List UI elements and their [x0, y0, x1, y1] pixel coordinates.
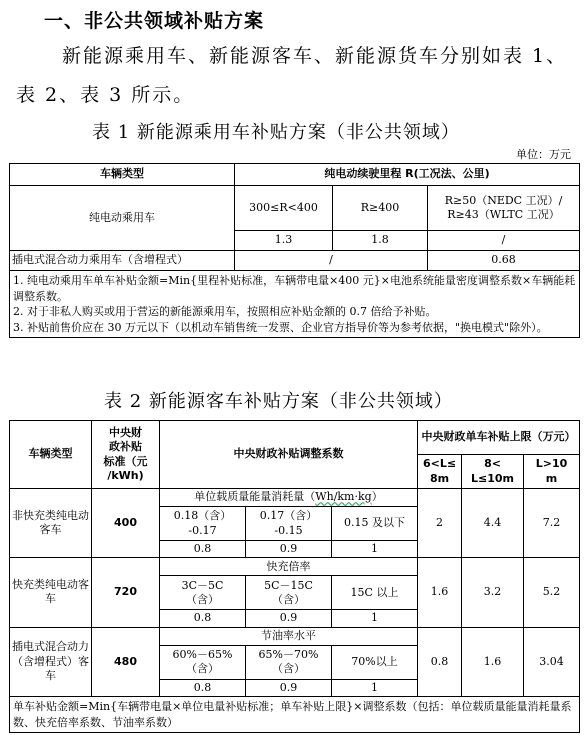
table1-phev-label: 插电式混合动力乘用车（含增程式）	[10, 251, 235, 271]
table2-len-col-line: 8m	[429, 471, 450, 485]
table2-len-col-2	[462, 455, 524, 489]
coef-title-unit: Wh/km·kg	[315, 490, 372, 504]
coef-col-line: （含）	[186, 662, 219, 676]
table2-caption: 表 2 新能源客车补贴方案（非公共领域）	[104, 391, 453, 412]
table2-footnote: 单车补贴金额=Min{车辆带电量×单位电量补贴标准；单车补贴上限}×调整系数（包括：单位载质量能量消耗量系数、快充倍率系数、节油率系数）	[10, 696, 580, 732]
coef-col-line: -0.17	[188, 523, 217, 537]
coef-col-line: -0.15	[274, 523, 303, 537]
table2-header-standard-line: 政补贴	[109, 440, 142, 454]
table2-len-col-line: L>10	[535, 457, 568, 471]
table2-row1-coef-col-1	[160, 507, 246, 541]
table1-notes	[10, 271, 580, 338]
table1-caption: 表 1 新能源乘用车补贴方案（非公共领域）	[92, 122, 460, 143]
table2-row2-coef-value-3: 1	[332, 610, 418, 627]
table2-row2-coef-value-1: 0.8	[160, 610, 246, 627]
table2-row3-coef-value-1: 0.8	[160, 679, 246, 696]
table1-header-range: 纯电动续驶里程 R(工况法、公里)	[235, 164, 580, 186]
table2-row1-coef-title	[160, 489, 418, 507]
table2-row2-cap-3: 5.2	[524, 558, 580, 627]
table2-row3-coef-col-1	[160, 645, 246, 679]
table2-row3-type: 插电式混合动力（含增程式）客车	[10, 627, 92, 696]
table2-header-standard-line: /kWh)	[107, 468, 144, 482]
table2-len-col-3	[524, 455, 580, 489]
table1-range-col-3-line-2: R≥43（WLTC 工况）	[447, 208, 560, 221]
table1-range-col-3	[428, 186, 580, 231]
intro-paragraph-line-1: 新能源乘用车、新能源客车、新能源货车分别如表 1、	[62, 45, 568, 67]
table2-row2-cap-2: 3.2	[462, 558, 524, 627]
table1-header-type: 车辆类型	[10, 164, 235, 186]
table2-row1-coef-value-1: 0.8	[160, 541, 246, 558]
table1-phev-value-2: 0.68	[428, 251, 580, 271]
table2-header-cap: 中央财政单车补贴上限（万元）	[418, 421, 580, 455]
table2-row1-coef-value-2: 0.9	[246, 541, 332, 558]
table2-row2-coef-col-3: 15C 以上	[332, 576, 418, 610]
table2-len-col-1	[418, 455, 462, 489]
coef-col-line: 0.17（含）	[259, 509, 318, 523]
table2-row1-cap-1: 2	[418, 489, 462, 558]
table2-row1-coef-col-3: 0.15 及以下	[332, 507, 418, 541]
section-heading: 一、非公共领域补贴方案	[44, 10, 265, 32]
table2-header-standard-line: 中央财	[109, 425, 142, 439]
table2-row1-coef-value-3: 1	[332, 541, 418, 558]
table2-row2-coef-title: 快充倍率	[160, 558, 418, 576]
table1-phev-value-1: /	[235, 251, 428, 271]
table2-row2-coef-value-2: 0.9	[246, 610, 332, 627]
table2-row1-type: 非快充类纯电动客车	[10, 489, 92, 558]
table2-row2-coef-col-2	[246, 576, 332, 610]
coef-col-line: （含）	[186, 592, 219, 606]
table2-header-type: 车辆类型	[10, 421, 92, 489]
table2-row2-standard: 720	[92, 558, 160, 627]
table2-len-col-line: 8<	[484, 457, 501, 471]
table2-row1-cap-2: 4.4	[462, 489, 524, 558]
table2-header-standard-line: 标准（元	[103, 454, 148, 468]
table2-row2-cap-1: 1.6	[418, 558, 462, 627]
table2-len-col-line: L≤10m	[471, 471, 515, 485]
coef-title-text: 单位载质量能量消耗量（	[194, 490, 316, 504]
table2-row1-coef-col-2	[246, 507, 332, 541]
table1-range-col-2: R≥400	[333, 186, 428, 231]
table1-bev-value-3: /	[428, 231, 580, 251]
table1-unit: 单位：万元	[516, 148, 571, 161]
table2-len-col-line: 6<L≤	[422, 457, 457, 471]
table2-row3-coef-col-2	[246, 645, 332, 679]
table2-row2-coef-col-1	[160, 576, 246, 610]
coef-col-line: 65%－70%	[258, 647, 319, 661]
table2-row3-coef-col-3: 70%以上	[332, 645, 418, 679]
table1-bev-label: 纯电动乘用车	[10, 186, 235, 251]
table2-row1-cap-3: 7.2	[524, 489, 580, 558]
table2-len-col-line: m	[545, 471, 558, 485]
table2-row3-standard: 480	[92, 627, 160, 696]
table2-row2-type: 快充类纯电动客车	[10, 558, 92, 627]
coef-title-text: ）	[371, 490, 383, 504]
table1-note-1: 1. 纯电动乘用车单车补贴金额=Min{里程补贴标准，车辆带电量×400 元}×电池系统能量密度调整系数×车辆能耗调整系数。	[13, 274, 576, 303]
coef-col-line: （含）	[272, 592, 305, 606]
table2-header-coef: 中央财政补贴调整系数	[160, 421, 418, 489]
table2-row3-coef-value-2: 0.9	[246, 679, 332, 696]
table2-row3-cap-1: 0.8	[418, 627, 462, 696]
table1-note-2: 2. 对于非私人购买或用于营运的新能源乘用车，按照相应补贴金额的 0.7 倍给予补贴。	[13, 305, 437, 319]
table1-note-3: 3. 补贴前售价应在 30 万元以下（以机动车销售统一发票、企业官方指导价等为参考依据，"换电模式"除外）。	[13, 320, 548, 334]
table2	[9, 420, 580, 733]
table2-row3-cap-3: 3.04	[524, 627, 580, 696]
table1-bev-value-1: 1.3	[235, 231, 333, 251]
table1-range-col-1: 300≤R<400	[235, 186, 333, 231]
coef-col-line: 0.18（含）	[173, 509, 232, 523]
coef-col-line: 60%－65%	[172, 647, 233, 661]
intro-paragraph-line-2: 表 2、表 3 所示。	[16, 84, 195, 106]
coef-col-line: （含）	[272, 662, 305, 676]
table2-row1-standard: 400	[92, 489, 160, 558]
coef-col-line: 3C－5C	[181, 578, 224, 592]
table2-row3-coef-value-3: 1	[332, 679, 418, 696]
table2-header-standard	[92, 421, 160, 489]
table2-row3-cap-2: 1.6	[462, 627, 524, 696]
coef-col-line: 5C－15C	[264, 578, 313, 592]
table2-row3-coef-title: 节油率水平	[160, 627, 418, 645]
table1-range-col-3-line-1: R≥50（NEDC 工况）/	[444, 193, 563, 207]
table1	[9, 163, 580, 338]
table1-bev-value-2: 1.8	[333, 231, 428, 251]
